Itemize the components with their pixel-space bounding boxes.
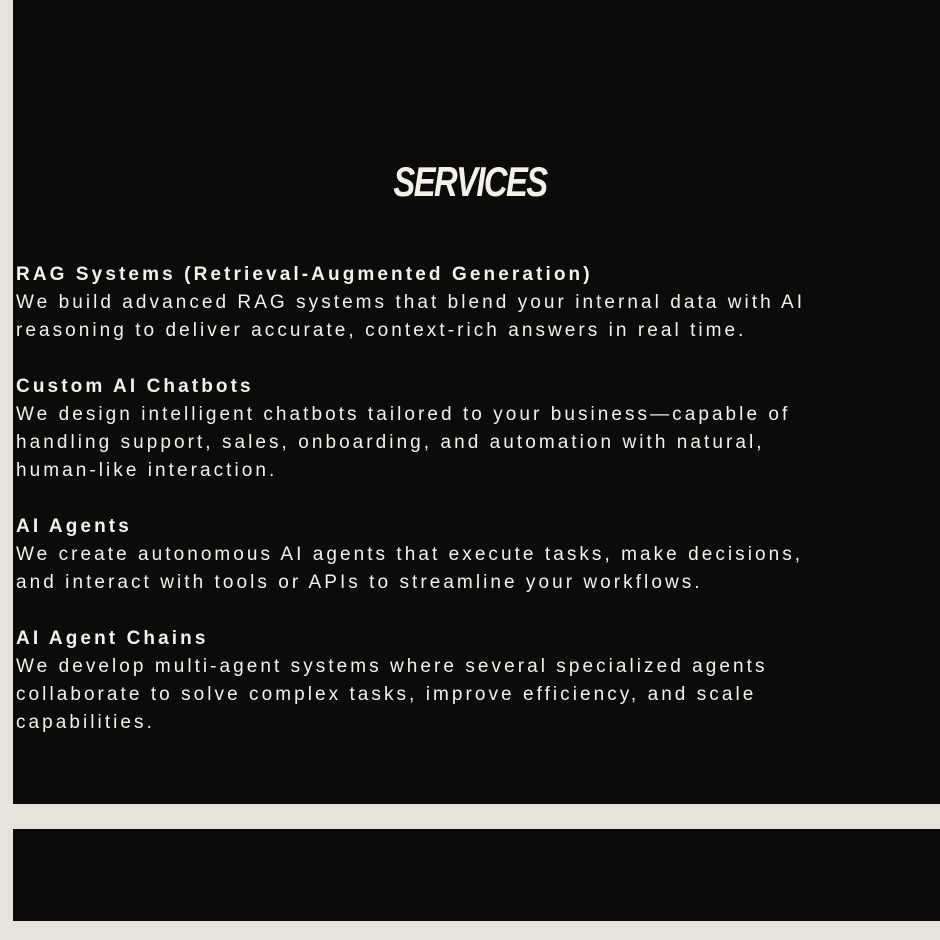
service-rag-systems <box>16 261 916 345</box>
service-description-line: and interact with tools or APIs to streamline your workflows. <box>16 572 703 593</box>
service-description-line: We design intelligent chatbots tailored to your business—capable of <box>16 404 791 425</box>
service-ai-agent-chains <box>16 625 916 737</box>
service-description <box>16 289 916 345</box>
service-description-line: We develop multi-agent systems where several specialized agents <box>16 656 768 677</box>
service-description-line: reasoning to deliver accurate, context-rich answers in real time. <box>16 320 747 341</box>
service-description-line: capabilities. <box>16 712 155 733</box>
service-description-line: We create autonomous AI agents that execute tasks, make decisions, <box>16 544 804 565</box>
service-ai-agents <box>16 513 916 597</box>
service-custom-ai-chatbots <box>16 373 916 485</box>
service-description <box>16 541 916 597</box>
service-description-line: We build advanced RAG systems that blend your internal data with AI <box>16 292 806 313</box>
service-title: AI Agents <box>16 516 132 537</box>
service-description <box>16 401 916 485</box>
service-description-line: collaborate to solve complex tasks, improve efficiency, and scale <box>16 684 757 705</box>
service-title: RAG Systems (Retrieval-Augmented Generation) <box>16 264 593 285</box>
services-list <box>16 261 916 765</box>
service-description-line: handling support, sales, onboarding, and automation with natural, <box>16 432 765 453</box>
service-title: AI Agent Chains <box>16 628 209 649</box>
service-title: Custom AI Chatbots <box>16 376 254 397</box>
service-description <box>16 653 916 737</box>
bottom-dark-panel <box>13 829 940 921</box>
service-description-line: human-like interaction. <box>16 460 278 481</box>
page-title: SERVICES <box>393 158 547 206</box>
